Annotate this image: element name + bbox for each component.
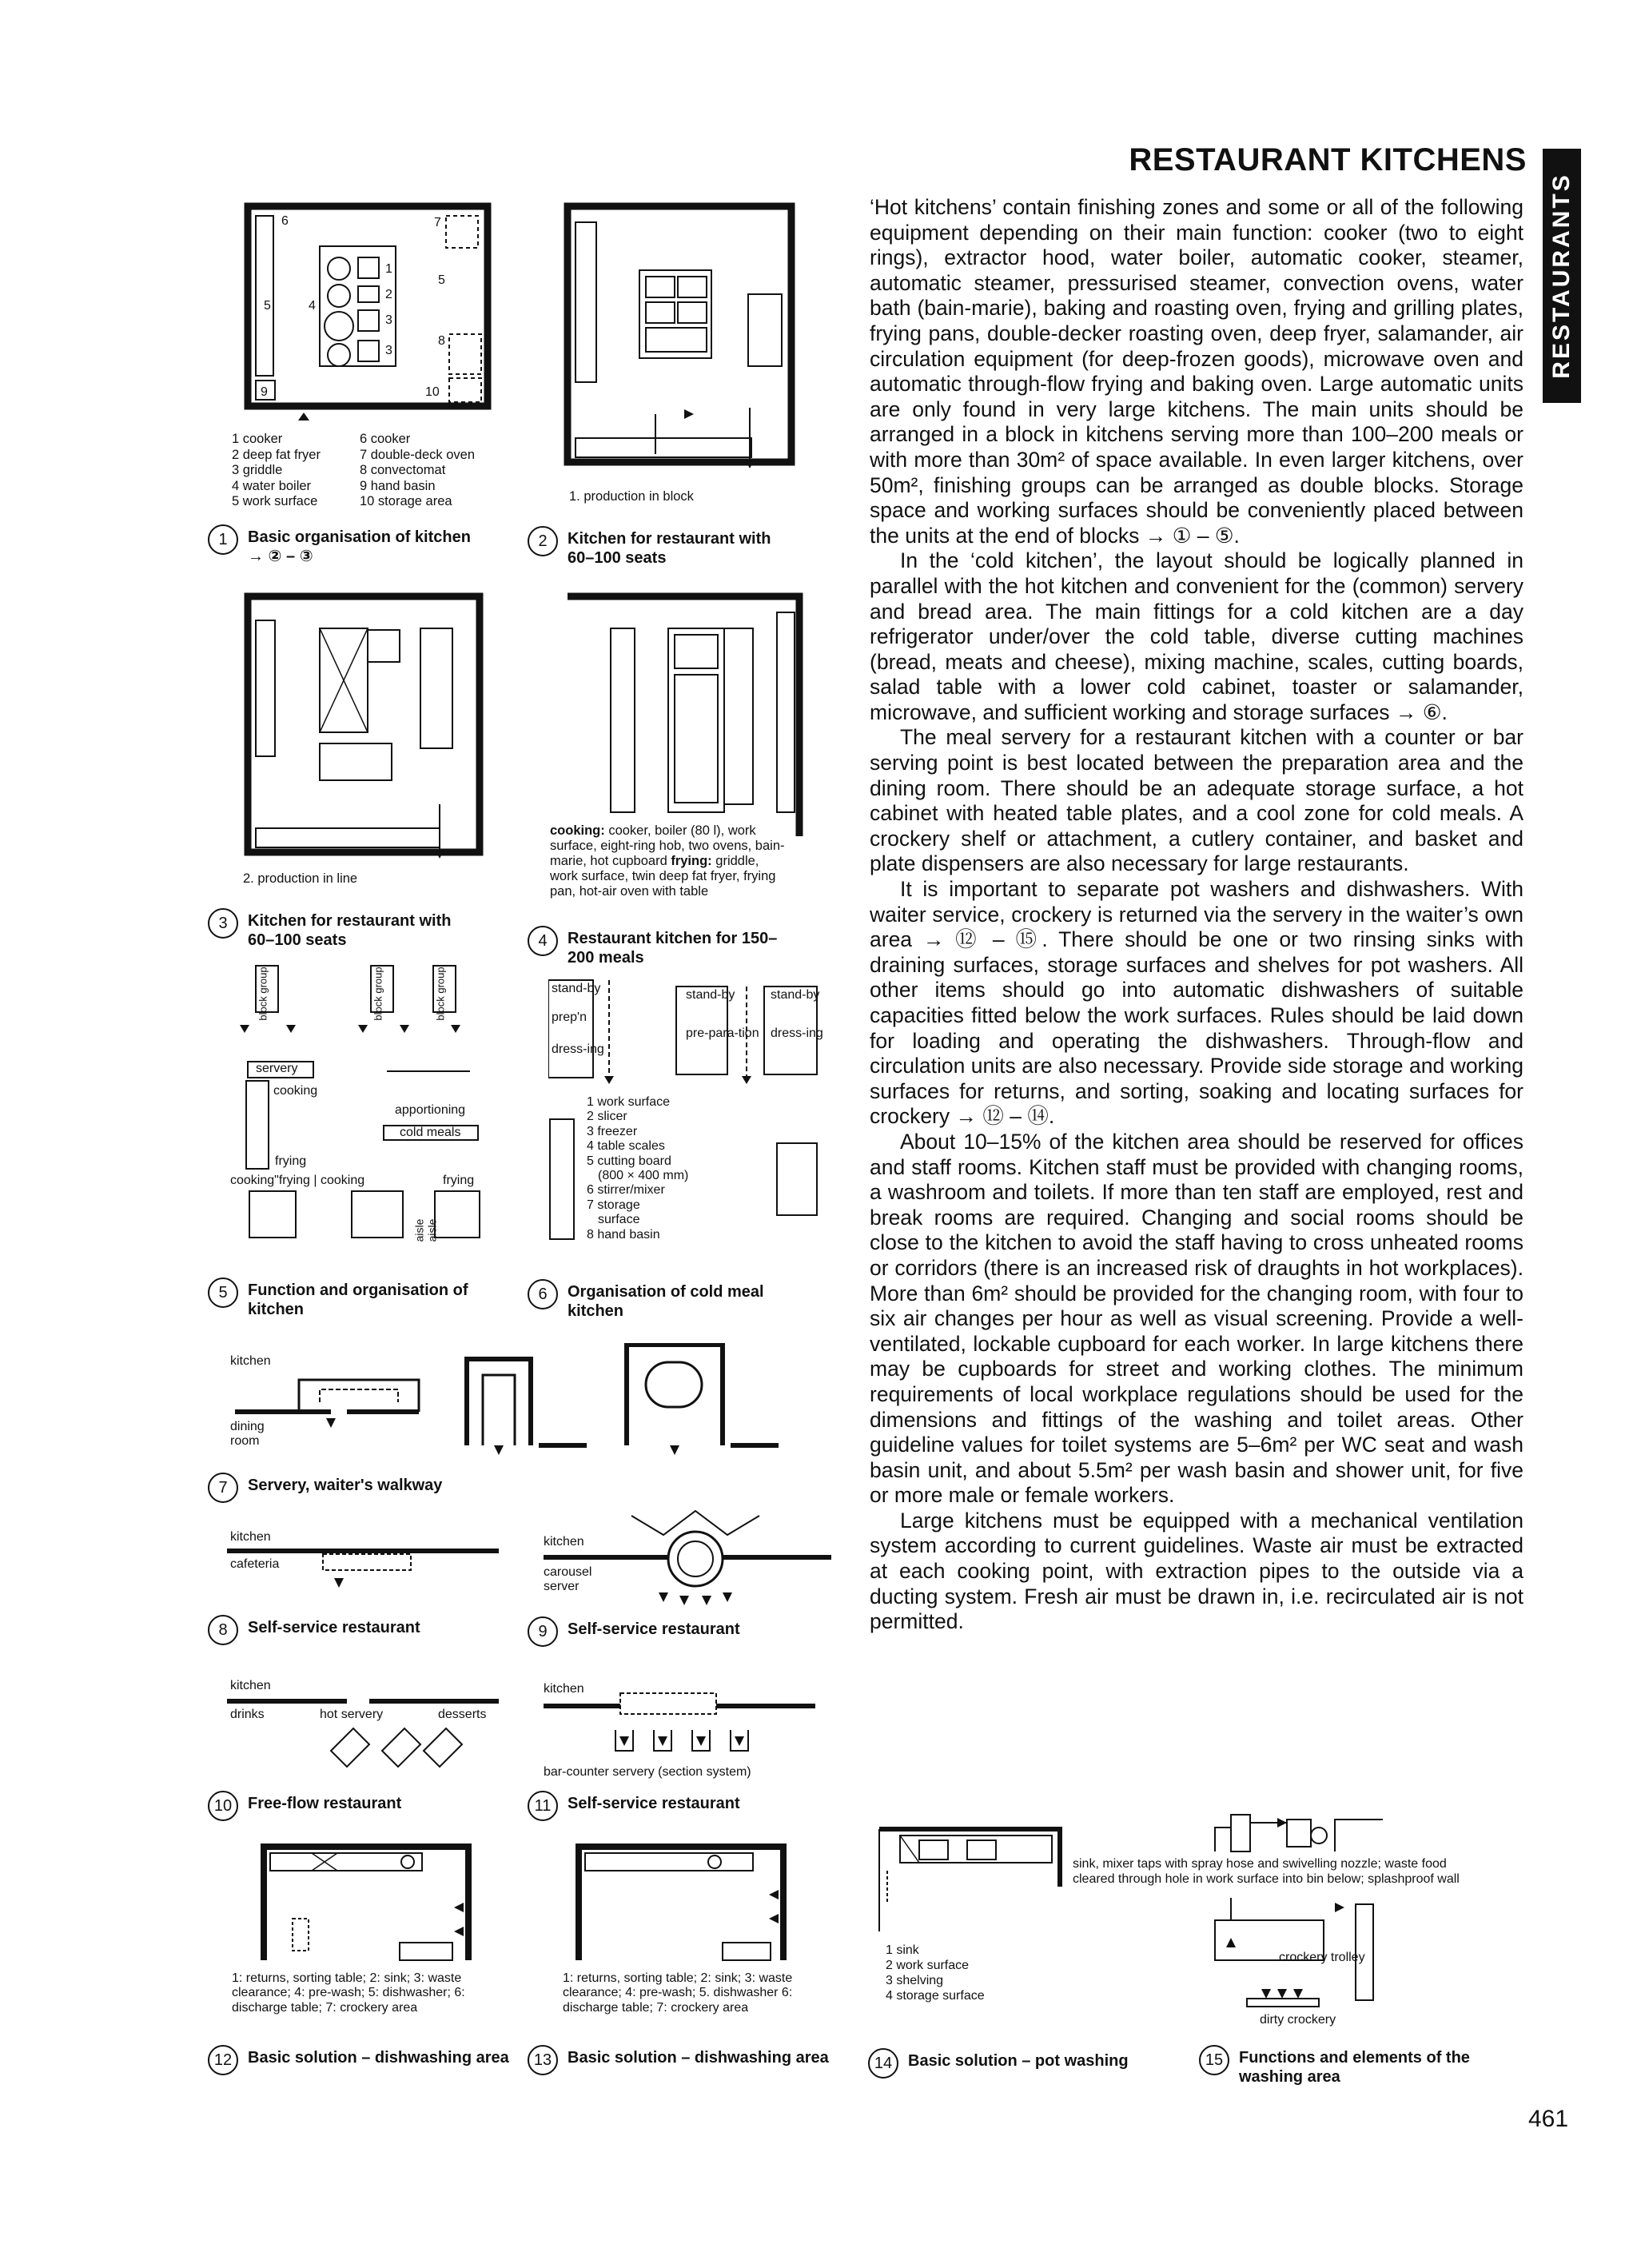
zone-label: prep'n: [552, 1010, 587, 1024]
hot-servery-label: hot servery: [320, 1708, 384, 1721]
dirty-crockery-label: dirty crockery: [1260, 2013, 1336, 2027]
drinks-label: drinks: [230, 1708, 265, 1721]
legend-item: 3 freezer: [587, 1124, 638, 1138]
caption-text: Kitchen for restaurant with 60–100 seats: [568, 530, 771, 567]
zone-label: dress-ing: [552, 1042, 604, 1056]
figure-6-legend: [587, 1095, 688, 1242]
figure-number: 12: [208, 2045, 238, 2075]
plan-label: 9: [261, 385, 268, 399]
figure-14-plan: [871, 1823, 1071, 1935]
figure-9-diagram: [544, 1503, 831, 1615]
caption-text: Basic solution – dishwashing area: [568, 2049, 829, 2067]
carousel-label: carousel: [544, 1565, 592, 1579]
figure-3-caption: [208, 911, 472, 950]
aisle-label: aisle: [425, 1218, 439, 1242]
kitchen-label: kitchen: [544, 1682, 584, 1696]
figure-3-plan: [240, 588, 488, 868]
figure-3-drawing: [240, 588, 488, 868]
legend-item: 4 water boiler: [232, 478, 312, 493]
note-text: griddle, work surface, twin deep fat fryer, frying pan, hot-air oven with table: [550, 854, 776, 899]
figure-9-drawing: [544, 1503, 831, 1615]
zone-label: stand-by: [771, 988, 820, 1002]
figure-10-caption: [208, 1794, 480, 1821]
figure-1-caption: [208, 528, 472, 566]
figure-2-note: 1. production in block: [569, 489, 694, 504]
kitchen-label: kitchen: [230, 1530, 271, 1544]
figure-number: 2: [528, 526, 558, 556]
figure-12-drawing: [256, 1839, 480, 1967]
caption-text: Servery, waiter's walkway: [248, 1477, 443, 1494]
figure-3-note: 2. production in line: [243, 871, 358, 886]
figure-14-drawing: [871, 1823, 1071, 1935]
plan-label: 8: [438, 334, 445, 348]
caption-text: Self-service restaurant: [568, 1620, 740, 1638]
figure-number: 15: [1199, 2045, 1229, 2075]
figure-number: 11: [528, 1791, 558, 1821]
kitchen-label: kitchen: [544, 1535, 584, 1549]
figure-4-caption: [528, 929, 799, 967]
bar-counter-label: bar-counter servery (section system): [544, 1765, 751, 1779]
legend-item: 7 storage: [587, 1198, 640, 1212]
paragraph: In the ‘cold kitchen’, the layout should be logically planned in parallel with the hot kitchen and convenient for the (common) servery and bread area. The main fittings for a cold kitchen are a day refrigerator under/over the cold table, diverse cutting machines (bread, meats and cheese), mixing machine, scales, cutting boards, salad table with a lower cold cabinet, toaster or salamander, microwave, and sufficient working and storage surfaces → ⑥.: [870, 548, 1523, 724]
zone-label: stand-by: [552, 982, 601, 995]
figure-5-caption: [208, 1281, 480, 1319]
plan-label: 10: [425, 385, 440, 399]
legend-item: 5 cutting board: [587, 1154, 671, 1168]
figure-12-plan: [256, 1839, 480, 1967]
kitchen-label: kitchen: [230, 1679, 271, 1692]
legend-item: 2 deep fat fryer: [232, 447, 321, 462]
figure-14-note: sink, mixer taps with spray hose and swivelling nozzle; waste food cleared through hole in work surface into bin below; splashproof wall: [1073, 1857, 1460, 1886]
legend-item: 7 double-deck oven: [360, 447, 476, 462]
legend-item: 5 work surface: [232, 494, 318, 508]
legend-item: (800 × 400 mm): [598, 1169, 689, 1183]
paragraph: The meal servery for a restaurant kitchen with a counter or bar serving point is best located between the preparation area and the dining room. There should be an adequate storage surface, a hot cabinet with heated table plates, and a cool zone for cold meals. A crockery shelf or attachment, a cutlery container, and basket and plate dispensers are also necessary for large restaurants.: [870, 725, 1523, 876]
figure-4-plan: [560, 588, 807, 844]
figure-10-diagram: [227, 1679, 499, 1783]
figure-13-plan: [571, 1839, 795, 1967]
figure-number: 13: [528, 2045, 558, 2075]
legend-item: 1 cooker: [232, 432, 283, 446]
legend-item: surface: [598, 1213, 640, 1227]
section-tab: [1543, 149, 1581, 403]
figure-2-plan: [560, 198, 799, 486]
figure-15-drawing: [1199, 1804, 1415, 2035]
caption-text: Self-service restaurant: [568, 1795, 740, 1812]
room-label: room: [230, 1434, 260, 1448]
caption-text: Basic solution – dishwashing area: [248, 2049, 509, 2067]
figure-number: 6: [528, 1279, 558, 1309]
caption-text: Organisation of cold meal kitchen: [568, 1283, 764, 1320]
paragraph: It is important to separate pot washers and dishwashers. With waiter service, crockery is returned via the servery in the waiter’s own area → ⑫ – ⑮. There should be one or two rinsing sinks with draining surfaces, storage surfaces and shelves for pot washers. All other items should go into automatic dishwashers of suitable capacities fitted below the work surfaces. Rules should be laid down for loading and operating the dishwashers. Through-flow and circulation units are also necessary. Provide side storage and working surfaces for returns, and sorting, soaking and locating surfaces for crockery → ⑫ – ⑭.: [870, 877, 1523, 1129]
note-label: cooking:: [550, 823, 605, 838]
figure-7-diagram: [227, 1343, 787, 1463]
block-group-label: block group: [257, 967, 269, 1021]
figure-13-caption: [528, 2048, 831, 2075]
legend-item: 4 table scales: [587, 1139, 665, 1154]
figure-number: 9: [528, 1616, 558, 1647]
plan-label: 2: [385, 288, 392, 301]
cooking-label: cooking: [273, 1084, 318, 1098]
note-label: frying:: [671, 854, 712, 868]
figure-8-diagram: [227, 1530, 499, 1602]
legend-item: 6 cooker: [360, 432, 411, 446]
figure-number: 3: [208, 908, 238, 939]
figure-1-plan: [240, 198, 496, 422]
paragraph: Large kitchens must be equipped with a mechanical ventilation system according to current guidelines. Waste air must be extracted at each cooking point, with extraction pipes to the outside via a ducting system. Fresh air must be drawn in, i.e. recirculated air is not permitted.: [870, 1508, 1523, 1634]
figure-12-caption: [208, 2048, 512, 2075]
apportioning-label: apportioning: [395, 1103, 466, 1117]
caption-text: Restaurant kitchen for 150–200 meals: [568, 930, 778, 967]
legend-item: 8 convectomat: [360, 463, 446, 477]
figure-13-drawing: [571, 1839, 795, 1967]
bottom-label: cooking"frying | cooking: [230, 1174, 365, 1187]
figure-number: 1: [208, 524, 238, 555]
aisle-label: aisle: [412, 1218, 426, 1242]
figure-12-note: 1: returns, sorting table; 2: sink; 3: waste clearance; 4: pre-wash; 5: dishwasher; 6: discharge table; 7: crockery area: [232, 1971, 465, 2015]
caption-text: Free-flow restaurant: [248, 1795, 402, 1812]
figure-13-note: 1: returns, sorting table; 2: sink; 3: waste clearance; 4: pre-wash; 5. dishwasher 6: discharge table; 7: crockery area: [563, 1971, 793, 2015]
caption-text: Basic organisation of kitchen → ② – ③: [248, 528, 471, 565]
figure-number: 14: [868, 2048, 898, 2079]
zone-label: pre-para-tion: [686, 1026, 759, 1040]
plan-label: 5: [264, 299, 271, 313]
figure-2-caption: [528, 529, 799, 568]
body-text: [870, 195, 1523, 1635]
note-text: cooker, boiler (80 l), work surface, eight-ring hob, two ovens, bain-marie, hot cupboard: [550, 823, 785, 868]
caption-text: Functions and elements of the washing area: [1239, 2049, 1470, 2086]
desserts-label: desserts: [438, 1708, 487, 1721]
legend-item: 10 storage area: [360, 494, 452, 508]
figure-14-legend: [886, 1943, 985, 2003]
figure-1-drawing: [240, 198, 496, 422]
figure-1-legend-2: [360, 432, 475, 510]
figure-9-caption: [528, 1620, 815, 1647]
paragraph: ‘Hot kitchens’ contain finishing zones and some or all of the following equipment depending on their main function: cooker (two to eight rings), extractor hood, water boiler, automatic cooker, steamer, automatic steamer, pressurised steamer, convection ovens, water bath (bain-marie), baking and roasting oven, frying and grilling plates, frying pans, double-decker roasting oven, deep fryer, salamander, air circulation equipment (for deep-frozen goods), microwave oven and automatic through-flow frying and baking oven. Large automatic units are only found in very large kitchens. The main units should be arranged in a block in kitchens serving more than 100–200 meals or with more than 30m² of space available. In even larger kitchens, over 50m², finishing groups can be arranged as double blocks. Storage space and working surfaces should be conveniently placed between the units at the end of blocks → ① – ⑤.: [870, 195, 1523, 548]
bottom-frying-label: frying: [443, 1174, 475, 1187]
figure-number: 8: [208, 1615, 238, 1645]
cold-meals-label: cold meals: [400, 1126, 461, 1139]
figure-15-diagram: [1199, 1804, 1415, 2035]
figure-10-drawing: [227, 1679, 499, 1783]
caption-text: Basic solution – pot washing: [908, 2052, 1129, 2070]
figure-11-diagram: [544, 1679, 831, 1783]
figure-14-caption: [868, 2051, 1188, 2079]
plan-label: 3: [385, 313, 392, 327]
figure-11-caption: [528, 1794, 815, 1821]
legend-item: 2 work surface: [886, 1959, 970, 1972]
figure-6-diagram: [548, 977, 836, 1265]
legend-item: 3 shelving: [886, 1974, 944, 1987]
plan-label: 3: [385, 344, 392, 357]
kitchen-label: kitchen: [230, 1354, 271, 1368]
figure-15-caption: [1199, 2048, 1519, 2087]
plan-label: 7: [434, 216, 441, 229]
legend-item: 2 slicer: [587, 1110, 627, 1124]
caption-text: Kitchen for restaurant with 60–100 seats: [248, 912, 452, 949]
figure-number: 5: [208, 1277, 238, 1308]
cafeteria-label: cafeteria: [230, 1557, 280, 1571]
figure-1-legend: [232, 432, 321, 510]
figure-7-drawing: [227, 1343, 787, 1463]
figure-number: 4: [528, 926, 558, 956]
legend-item: 6 stirrer/mixer: [587, 1183, 665, 1198]
figure-4-note: [550, 823, 790, 899]
plan-label: 1: [385, 262, 392, 276]
servery-label: servery: [256, 1062, 298, 1075]
dining-label: dining: [230, 1420, 265, 1433]
server-label: server: [544, 1580, 580, 1593]
legend-item: 8 hand basin: [587, 1227, 660, 1242]
figure-number: 10: [208, 1791, 238, 1821]
block-group-label: block group: [372, 967, 384, 1021]
crockery-trolley-label: crockery trolley: [1279, 1951, 1365, 1964]
figure-5-diagram: [227, 959, 499, 1263]
figure-8-caption: [208, 1618, 480, 1645]
legend-item: 9 hand basin: [360, 478, 436, 493]
page-number: 461: [1528, 2106, 1569, 2132]
caption-text: Self-service restaurant: [248, 1619, 420, 1636]
zone-label: dress-ing: [771, 1026, 823, 1040]
paragraph: About 10–15% of the kitchen area should be reserved for offices and staff rooms. Kitchen staff must be provided with changing rooms, a washroom and toilets. If more than ten staff are employed, rest and break rooms are required. Changing and social rooms should be close to the kitchen to avoid the staff having to cross unheated rooms or corridors (there is an increased risk of draughts in hot workplaces). More than 6m² should be provided for the changing room, with four to six air changes per hour as well as visual screening. Provide a well-ventilated, lockable cupboard for each worker. In large kitchens there may be cupboards for street and working clothes. The minimum requirements of local workplace regulations should be used for the dimensions and fittings of the washing and toilet areas. Other guideline values for toilet systems are 5–6m² per WC seat and wash basin unit, and about 5.5m² per wash basin and shower unit, for five or more male or female workers.: [870, 1129, 1523, 1508]
figure-4-drawing: [560, 588, 807, 844]
legend-item: 4 storage surface: [886, 1989, 985, 2003]
section-tab-label: RESTAURANTS: [1548, 173, 1575, 379]
legend-item: 3 griddle: [232, 463, 283, 477]
legend-item: 1 work surface: [587, 1095, 671, 1109]
frying-label: frying: [275, 1154, 307, 1168]
figure-number: 7: [208, 1473, 238, 1503]
page-title: RESTAURANT KITCHENS: [1129, 142, 1527, 177]
figure-7-caption: [208, 1476, 544, 1503]
zone-label: stand-by: [686, 988, 735, 1002]
block-group-label: block group: [434, 967, 447, 1021]
legend-item: 1 sink: [886, 1943, 919, 1957]
figure-6-caption: [528, 1282, 815, 1321]
plan-label: 5: [438, 273, 445, 287]
plan-label: 4: [309, 299, 316, 313]
plan-label: 6: [281, 214, 289, 228]
figure-2-drawing: [560, 198, 799, 486]
caption-text: Function and organisation of kitchen: [248, 1281, 468, 1318]
